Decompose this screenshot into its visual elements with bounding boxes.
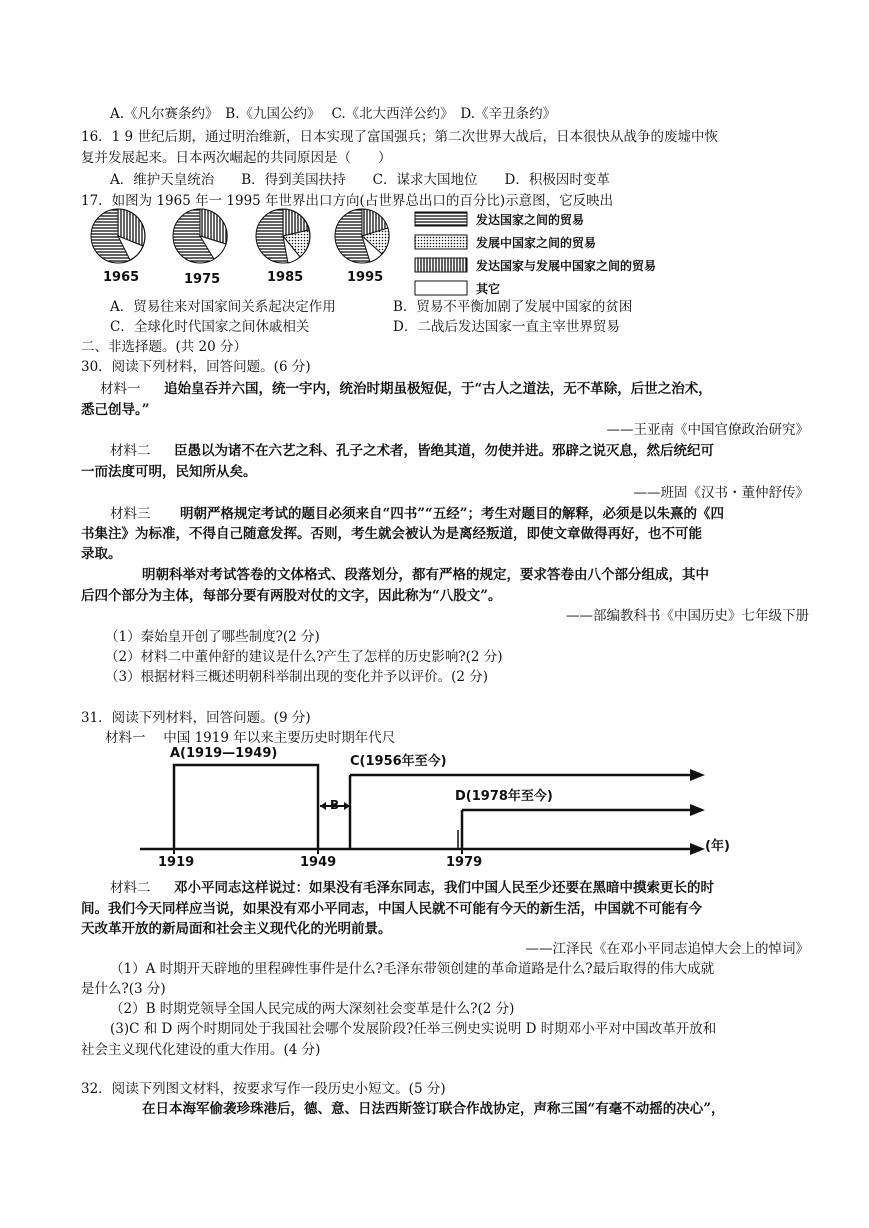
q32-stem: 32．阅读下列图文材料，按要求写作一段历史小短文。(5 分): [81, 1081, 446, 1097]
q16-stem-line1: 16．1 9 世纪后期，通过明治维新，日本实现了富国强兵；第二次世界大战后，日本很快从战争的废墟中恢: [81, 129, 718, 145]
q31-stem: 31．阅读下列材料，回答问题。(9 分): [81, 710, 311, 726]
q30-material2-label: 材料二: [110, 443, 151, 459]
q30-material1-line2: 悉己创导。”: [81, 402, 150, 418]
q30-material2-line2: 一而法度可明，民知所从矣。: [81, 464, 257, 480]
q30-stem: 30．阅读下列材料，回答问题。(6 分): [81, 359, 311, 375]
timeline-label-b: B: [330, 798, 340, 812]
q31-question3-line1: (3)C 和 D 两个时期同处于我国社会哪个发展阶段?任举三例史实说明 D 时期邓小平对中国改革开放和: [110, 1021, 717, 1037]
legend-swatch-other: [415, 281, 467, 295]
q31-question1-line2: 是什么?(3 分): [81, 981, 166, 997]
pie-year-1985: 1985: [267, 270, 304, 285]
q30-question2: （2）材料二中董仲舒的建议是什么?产生了怎样的历史影响?(2 分): [105, 649, 503, 665]
q31-material1: 材料一 中国 1919 年以来主要历史时期年代尺: [105, 730, 396, 746]
timeline-tick-1919: 1919: [158, 855, 195, 870]
pie-year-1965: 1965: [103, 270, 140, 285]
pie-year-1975: 1975: [184, 272, 221, 287]
q30-material1-line1: 追始皇吞并六国，统一宇内，统治时期虽极短促，于“古人之道法，无不革除，后世之治术，: [164, 381, 712, 397]
q30-material3-line1: 明朝严格规定考试的题目必须来自“四书”“五经”；考生对题目的解释，必须是以朱熹的《四: [180, 506, 725, 522]
pie-1995: [335, 209, 389, 263]
timeline-tick-1979: 1979: [446, 855, 483, 870]
legend-swatch-developed: [415, 212, 467, 226]
legend-label-mixed: 发达国家与发展中国家之间的贸易: [476, 259, 657, 273]
q31-material2-source: ——江泽民《在邓小平同志追悼大会上的悼词》: [525, 941, 809, 957]
q31-material2-label: 材料二: [110, 880, 151, 896]
q30-material3-line2: 书集注》为标准，不得自己随意发挥。否则，考生就会被认为是离经叛道，即使文章做得再好，也不可能: [81, 526, 702, 542]
pie-1975: [173, 209, 227, 263]
q31-material2-line3: 天改革开放的新局面和社会主义现代化的光明前景。: [81, 921, 392, 937]
timeline-tick-1949: 1949: [300, 855, 337, 870]
legend-label-developed: 发达国家之间的贸易: [476, 213, 585, 227]
pie-1985: [256, 209, 310, 263]
q31-question3-line2: 社会主义现代化建设的重大作用。(4 分): [81, 1042, 321, 1058]
q31-question2: （2）B 时期党领导全国人民完成的两大深刻社会变革是什么?(2 分): [110, 1001, 515, 1017]
legend-swatch-developing: [415, 235, 467, 249]
q17-option-c: C．全球化时代国家之间休戚相关: [110, 319, 310, 335]
section-heading: 二、非选择题。(共 20 分）: [81, 339, 248, 355]
q30-material3-source: ——部编教科书《中国历史》七年级下册: [566, 608, 809, 624]
timeline-label-a: A(1919—1949): [170, 746, 278, 761]
q30-material3-line4: 明朝科举对考试答卷的文体格式、段落划分，都有严格的规定，要求答卷由八个部分组成，其中: [142, 567, 709, 583]
q30-material3-line5: 后四个部分为主体，每部分要有两股对仗的文字，因此称为“八股文”。: [81, 588, 502, 604]
q30-material2-line1: 臣愚以为诸不在六艺之科、孔子之术者，皆绝其道，勿使并进。邪辟之说灭息，然后统纪可: [174, 443, 714, 459]
legend-label-other: 其它: [476, 282, 501, 296]
legend-label-developing: 发展中国家之间的贸易: [476, 236, 597, 250]
pie-year-1995: 1995: [347, 270, 384, 285]
q30-material3-line3: 录取。: [81, 546, 122, 562]
q32-material-line1: 在日本海军偷袭珍珠港后，德、意、日法西斯签订联合作战协定，声称三国“有毫不动摇的决心”，: [142, 1101, 725, 1117]
q17-option-d: D．二战后发达国家一直主宰世界贸易: [393, 319, 620, 335]
q17-stem: 17．如图为 1965 年一 1995 年世界出口方向(占世界总出口的百分比)示意图，它反映出: [81, 193, 614, 209]
q30-material1-label: 材料一: [100, 381, 141, 397]
q30-material3-label: 材料三: [110, 506, 151, 522]
timeline-axis-unit: (年): [705, 839, 730, 854]
q30-material2-source: ——班固《汉书・董仲舒传》: [633, 485, 809, 501]
q30-question1: （1）秦始皇开创了哪些制度?(2 分): [105, 629, 320, 645]
timeline-label-c: C(1956年至今): [350, 754, 447, 769]
q15-options: A.《凡尔赛条约》 B.《九国公约》 C.《北大西洋公约》 D.《辛丑条约》: [110, 106, 557, 122]
timeline-axis-arrow: [690, 843, 705, 855]
q30-material1-source: ——王亚南《中国官僚政治研究》: [606, 422, 809, 438]
legend-swatch-mixed: [415, 258, 467, 272]
timeline-label-d: D(1978年至今): [455, 789, 553, 804]
pie-1965: [91, 209, 145, 263]
timeline-bracket-a: [174, 765, 318, 849]
q31-question1-line1: （1）A 时期开天辟地的里程碑性事件是什么?毛泽东带领创建的革命道路是什么?最后取得的伟大成就: [110, 961, 715, 977]
q17-option-b: B．贸易不平衡加剧了发展中国家的贫困: [393, 299, 633, 315]
q31-material2-line2: 间。我们今天同样应当说，如果没有邓小平同志，中国人民就不可能有今天的新生活，中国就不可能有今: [81, 901, 702, 917]
q16-options: A．维护天皇统治 B．得到美国扶持 C．谋求大国地位 D．积极因时变革: [110, 172, 610, 188]
q17-option-a: A．贸易往来对国家间关系起决定作用: [110, 299, 336, 315]
q31-material2-line1: 邓小平同志这样说过：如果没有毛泽东同志，我们中国人民至少还要在黑暗中摸索更长的时: [174, 880, 714, 896]
q30-question3: （3）根据材料三概述明朝科举制出现的变化并予以评价。(2 分): [105, 669, 489, 685]
q16-stem-line2: 复并发展起来。日本两次崛起的共同原因是（ ）: [81, 150, 392, 166]
